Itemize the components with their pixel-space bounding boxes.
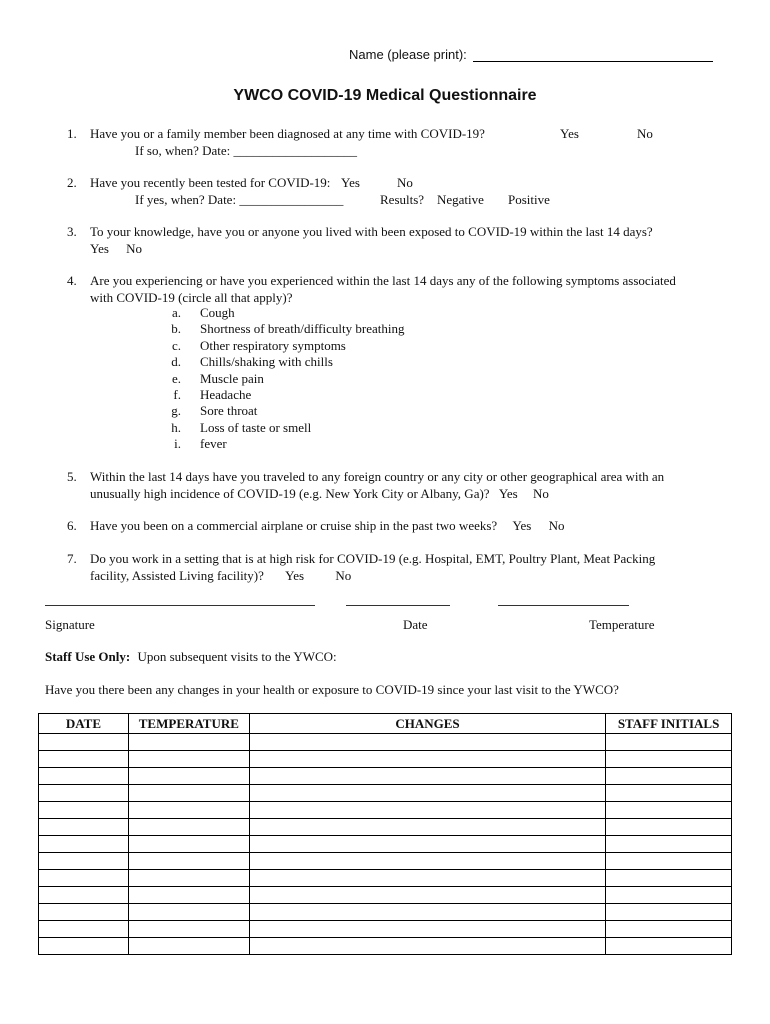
column-header-date: DATE bbox=[39, 714, 129, 734]
temperature-cell[interactable] bbox=[128, 751, 249, 768]
table-row bbox=[39, 938, 732, 955]
staff-initials-cell[interactable] bbox=[606, 853, 732, 870]
symptom-list bbox=[146, 305, 404, 453]
no-option[interactable]: No bbox=[126, 240, 143, 256]
question-number: 3. bbox=[67, 224, 77, 239]
changes-cell[interactable] bbox=[249, 802, 605, 819]
question-text: Do you work in a setting that is at high risk for COVID-19 (e.g. Hospital, EMT, Poultry Plant, Meat Packing bbox=[90, 551, 656, 566]
no-option[interactable]: No bbox=[637, 126, 653, 141]
changes-cell[interactable] bbox=[249, 751, 605, 768]
name-input-line[interactable] bbox=[473, 49, 713, 62]
positive-option[interactable]: Positive bbox=[508, 191, 550, 207]
column-header-temperature: TEMPERATURE bbox=[128, 714, 249, 734]
question-text: Have you or a family member been diagnosed at any time with COVID-19? bbox=[90, 126, 485, 141]
date-cell[interactable] bbox=[39, 870, 129, 887]
staff-initials-cell[interactable] bbox=[606, 836, 732, 853]
question-number: 5. bbox=[67, 469, 77, 484]
name-field-row bbox=[349, 47, 713, 62]
date-cell[interactable] bbox=[39, 887, 129, 904]
staff-initials-cell[interactable] bbox=[606, 751, 732, 768]
question-3 bbox=[67, 224, 737, 257]
temperature-line[interactable] bbox=[498, 605, 629, 606]
temperature-label: Temperature bbox=[589, 617, 655, 632]
changes-cell[interactable] bbox=[249, 921, 605, 938]
date-cell[interactable] bbox=[39, 938, 129, 955]
table-row bbox=[39, 734, 732, 751]
date-line[interactable] bbox=[346, 605, 450, 606]
table-row bbox=[39, 819, 732, 836]
table-row bbox=[39, 870, 732, 887]
temperature-cell[interactable] bbox=[128, 921, 249, 938]
staff-initials-cell[interactable] bbox=[606, 785, 732, 802]
date-cell[interactable] bbox=[39, 768, 129, 785]
date-label: Date bbox=[403, 617, 428, 632]
question-text: Have you been on a commercial airplane or cruise ship in the past two weeks? bbox=[90, 518, 498, 533]
table-row bbox=[39, 921, 732, 938]
question-text: Are you experiencing or have you experienced within the last 14 days any of the following symptoms associated bbox=[90, 273, 676, 288]
question-number: 4. bbox=[67, 273, 77, 288]
staff-use-label: Staff Use Only: bbox=[45, 649, 131, 664]
symptom-item[interactable]: b. Shortness of breath/difficulty breathing bbox=[171, 321, 405, 337]
date-cell[interactable] bbox=[39, 734, 129, 751]
staff-initials-cell[interactable] bbox=[606, 734, 732, 751]
yes-option[interactable]: Yes bbox=[512, 518, 532, 533]
date-cell[interactable] bbox=[39, 785, 129, 802]
changes-cell[interactable] bbox=[249, 870, 605, 887]
staff-initials-cell[interactable] bbox=[606, 938, 732, 955]
staff-initials-cell[interactable] bbox=[606, 904, 732, 921]
question-number: 6. bbox=[67, 518, 77, 533]
question-7 bbox=[67, 551, 737, 584]
staff-initials-cell[interactable] bbox=[606, 768, 732, 785]
table-row bbox=[39, 904, 732, 921]
table-row bbox=[39, 751, 732, 768]
signature-label: Signature bbox=[45, 617, 95, 632]
question-4 bbox=[67, 273, 737, 306]
yes-option[interactable]: Yes bbox=[498, 485, 518, 501]
changes-cell[interactable] bbox=[249, 887, 605, 904]
staff-use-text: Upon subsequent visits to the YWCO: bbox=[137, 649, 337, 664]
date-cell[interactable] bbox=[39, 853, 129, 870]
changes-cell[interactable] bbox=[249, 819, 605, 836]
temperature-cell[interactable] bbox=[128, 887, 249, 904]
temperature-cell[interactable] bbox=[128, 785, 249, 802]
results-label: Results? bbox=[380, 191, 425, 207]
staff-initials-cell[interactable] bbox=[606, 921, 732, 938]
question-number: 2. bbox=[67, 175, 77, 190]
temperature-cell[interactable] bbox=[128, 734, 249, 751]
symptom-item[interactable]: i. fever bbox=[174, 436, 227, 452]
table-row bbox=[39, 768, 732, 785]
table-row bbox=[39, 802, 732, 819]
yes-option[interactable]: Yes bbox=[90, 240, 109, 256]
date-cell[interactable] bbox=[39, 819, 129, 836]
question-5 bbox=[67, 469, 737, 502]
table-row bbox=[39, 836, 732, 853]
no-option[interactable]: No bbox=[532, 485, 549, 501]
changes-cell[interactable] bbox=[249, 768, 605, 785]
symptom-item[interactable]: a. Cough bbox=[171, 305, 235, 320]
date-cell[interactable] bbox=[39, 921, 129, 938]
page-title: YWCO COVID-19 Medical Questionnaire bbox=[233, 87, 537, 104]
symptom-item[interactable]: f. Headache bbox=[173, 387, 252, 403]
yes-option[interactable]: Yes bbox=[560, 126, 579, 141]
temperature-cell[interactable] bbox=[128, 802, 249, 819]
question-text: Within the last 14 days have you traveled to any foreign country or any city or other geographical area with an bbox=[90, 469, 665, 484]
yes-option[interactable]: Yes bbox=[341, 175, 360, 190]
symptom-item[interactable]: c. Other respiratory symptoms bbox=[171, 337, 346, 353]
question-6 bbox=[67, 518, 737, 535]
changes-question: Have you there been any changes in your health or exposure to COVID-19 since your last visit to the YWCO? bbox=[45, 682, 619, 697]
question-text: Have you recently been tested for COVID-19: bbox=[90, 175, 331, 190]
temperature-cell[interactable] bbox=[128, 836, 249, 853]
staff-initials-cell[interactable] bbox=[606, 870, 732, 887]
date-cell[interactable] bbox=[39, 904, 129, 921]
temperature-cell[interactable] bbox=[128, 819, 249, 836]
signature-line[interactable] bbox=[45, 605, 315, 606]
date-cell[interactable] bbox=[39, 836, 129, 853]
staff-use-line bbox=[45, 649, 337, 665]
name-label: Name (please print): bbox=[349, 47, 467, 62]
temperature-cell[interactable] bbox=[128, 768, 249, 785]
symptom-item[interactable]: h. Loss of taste or smell bbox=[171, 419, 312, 435]
date-line[interactable]: If yes, when? Date: ________________ bbox=[135, 191, 344, 207]
staff-initials-cell[interactable] bbox=[606, 802, 732, 819]
symptom-item[interactable]: e. Muscle pain bbox=[171, 370, 264, 386]
question-1 bbox=[67, 126, 737, 159]
date-cell[interactable] bbox=[39, 802, 129, 819]
temperature-cell[interactable] bbox=[128, 853, 249, 870]
question-text-cont: with COVID-19 (circle all that apply)? bbox=[90, 289, 293, 305]
symptom-item[interactable]: d. Chills/shaking with chills bbox=[171, 354, 333, 370]
changes-cell[interactable] bbox=[249, 734, 605, 751]
negative-option[interactable]: Negative bbox=[437, 191, 484, 207]
table-row bbox=[39, 853, 732, 870]
date-cell[interactable] bbox=[39, 751, 129, 768]
question-text: To your knowledge, have you or anyone you lived with been exposed to COVID-19 within the last 14 days? bbox=[90, 224, 653, 239]
table-row bbox=[39, 887, 732, 904]
question-text-cont: facility, Assisted Living facility)? bbox=[90, 567, 264, 583]
no-option[interactable]: No bbox=[397, 175, 413, 190]
changes-cell[interactable] bbox=[249, 938, 605, 955]
yes-option[interactable]: Yes bbox=[285, 567, 305, 583]
symptom-item[interactable]: g. Sore throat bbox=[171, 403, 258, 419]
temperature-cell[interactable] bbox=[128, 938, 249, 955]
table-header-row bbox=[39, 714, 732, 734]
temperature-cell[interactable] bbox=[128, 870, 249, 887]
question-text-cont: unusually high incidence of COVID-19 (e.g. New York City or Albany, Ga)? bbox=[90, 485, 490, 501]
temperature-cell[interactable] bbox=[128, 904, 249, 921]
column-header-staff-initials: STAFF INITIALS bbox=[606, 714, 732, 734]
visit-log-table bbox=[38, 713, 732, 955]
changes-cell[interactable] bbox=[249, 853, 605, 870]
changes-cell[interactable] bbox=[249, 904, 605, 921]
table-row bbox=[39, 785, 732, 802]
no-option[interactable]: No bbox=[548, 518, 565, 533]
question-number: 7. bbox=[67, 551, 77, 566]
changes-cell[interactable] bbox=[249, 836, 605, 853]
staff-initials-cell[interactable] bbox=[606, 819, 732, 836]
table-body bbox=[39, 734, 732, 955]
question-number: 1. bbox=[67, 126, 77, 141]
changes-cell[interactable] bbox=[249, 785, 605, 802]
date-line[interactable]: If so, when? Date: ___________________ bbox=[135, 142, 358, 158]
staff-initials-cell[interactable] bbox=[606, 887, 732, 904]
no-option[interactable]: No bbox=[335, 567, 352, 583]
column-header-changes: CHANGES bbox=[249, 714, 605, 734]
question-2 bbox=[67, 175, 737, 208]
